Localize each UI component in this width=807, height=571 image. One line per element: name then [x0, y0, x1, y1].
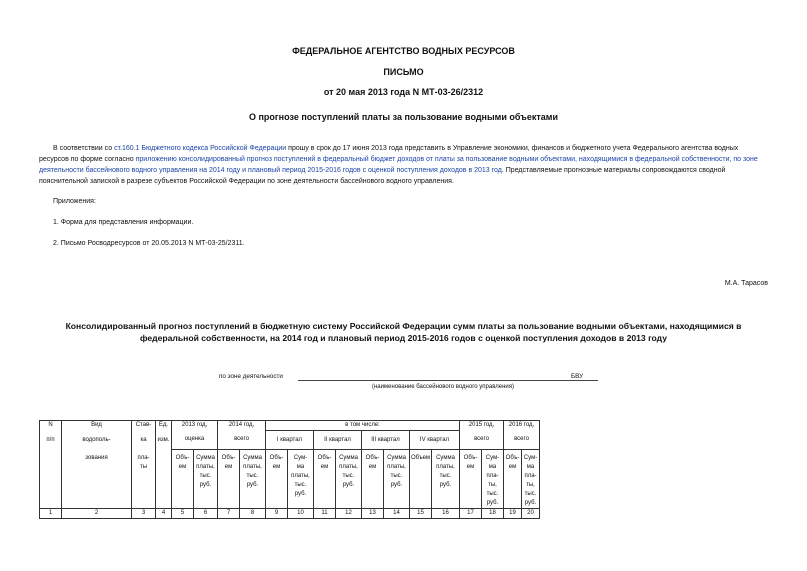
sub-col-header: Сум- ма пла- ты, тыс. руб.	[522, 450, 540, 509]
col-header-stavka: Став-	[132, 421, 156, 431]
zone-name-line[interactable]	[298, 380, 598, 381]
column-number-cell: 9	[266, 509, 288, 519]
agency-name: ФЕДЕРАЛЬНОЕ АГЕНТСТВО ВОДНЫХ РЕСУРСОВ	[292, 46, 515, 56]
col-header-incl: в том числе:	[266, 421, 460, 431]
stavka-line-4: ты	[139, 463, 148, 470]
signature: М.А. Тарасов	[724, 280, 768, 287]
stavka-line-3: пла-	[137, 454, 150, 461]
budget-code-link[interactable]: ст.160.1 Бюджетного кодекса Российской Федерации	[114, 145, 287, 152]
col-header-q1: I квартал	[266, 431, 314, 450]
letter-paragraph	[39, 143, 769, 187]
col-header-stavka-2: ка	[132, 431, 156, 450]
column-number-cell: 14	[384, 509, 410, 519]
sub-col-header: Объ- ем	[266, 450, 288, 509]
col-header-2014-2: всего	[218, 431, 266, 450]
appendix-link[interactable]: приложению консолидированный прогноз поступлений в федеральный бюджет доходов от платы за пользование водными объектами, находящимися в федеральной собственности, по зоне деятельности бассейнового водного управления на 2014 году и плановый период 2015-2016 годов с оценкой поступления доходов в 2013 год	[39, 156, 758, 174]
column-number-cell: 18	[482, 509, 504, 519]
zone-caption: (наименование бассейнового водного управления)	[372, 384, 514, 390]
paragraph-start: В соответствии со	[53, 145, 115, 152]
column-number-cell: 8	[240, 509, 266, 519]
sub-col-header: Сум- ма пла- ты, тыс. руб.	[482, 450, 504, 509]
col-header-q4: IV квартал	[410, 431, 460, 450]
sub-col-header: Объ- ем	[314, 450, 336, 509]
attachments-label: Приложения:	[53, 198, 96, 205]
column-number-cell: 15	[410, 509, 432, 519]
column-number-cell: 13	[362, 509, 384, 519]
column-number-cell: 10	[288, 509, 314, 519]
column-number-cell: 16	[432, 509, 460, 519]
sub-col-header: Сумма платы, тыс. руб.	[432, 450, 460, 509]
forecast-table	[39, 420, 540, 519]
col-header-np: п/п	[40, 431, 62, 450]
col-header-n: N	[40, 421, 62, 431]
column-number-cell: 19	[504, 509, 522, 519]
sub-col-header: Сумма платы, тыс. руб.	[240, 450, 266, 509]
col-header-2013: 2013 год,	[172, 421, 218, 431]
column-number-cell: 1	[40, 509, 62, 519]
sub-col-header: Сум- ма платы, тыс. руб.	[288, 450, 314, 509]
column-number-cell: 3	[132, 509, 156, 519]
sub-col-header: Объ- ем	[362, 450, 384, 509]
column-number-cell: 20	[522, 509, 540, 519]
form-title-line2: федеральной собственности, на 2014 год и плановый период 2015-2016 годов с оценкой поступления доходов в 2013 году	[139, 333, 668, 343]
col-header-n-cont	[40, 450, 62, 509]
column-number-cell: 17	[460, 509, 482, 519]
col-header-2015-2: всего	[460, 431, 504, 450]
sub-col-header: Сумма платы, тыс. руб.	[384, 450, 410, 509]
col-header-vid-3: зования	[62, 450, 132, 509]
col-header-vid: Вид	[62, 421, 132, 431]
attachment-item-2: 2. Письмо Росводресурсов от 20.05.2013 N МТ-03-25/2311.	[53, 240, 245, 247]
column-number-cell: 6	[194, 509, 218, 519]
zone-label: по зоне деятельности	[219, 373, 283, 380]
column-number-cell: 12	[336, 509, 362, 519]
paragraph-mid: прошу в срок до 17 июня 2013 года представить в Управление экономики, финансов и бюджетного учета Федерального агентства водных ресурсов по форме согласно	[39, 145, 739, 163]
sub-col-header: Сумма платы, тыс. руб.	[194, 450, 218, 509]
sub-col-header: Объ- ем	[218, 450, 240, 509]
paragraph-end: . Представляемые прогнозные материалы сопровождаются сводной пояснительной запиской в разрезе субъектов Российской Федерации по зоне деятельности бассейнового водного управления.	[39, 167, 726, 185]
col-header-2014: 2014 год,	[218, 421, 266, 431]
document-date-number: от 20 мая 2013 года N МТ-03-26/2312	[323, 87, 484, 97]
col-header-2016-2: всего	[504, 431, 540, 450]
col-header-2016: 2016 год,	[504, 421, 540, 431]
sub-col-header: Сумма платы, тыс. руб.	[336, 450, 362, 509]
column-number-cell: 2	[62, 509, 132, 519]
col-header-2013-2: оценка	[172, 431, 218, 450]
col-header-vid-2: водополь-	[62, 431, 132, 450]
col-header-2015: 2015 год,	[460, 421, 504, 431]
col-header-ed-2: изм.	[156, 431, 172, 450]
column-number-cell: 11	[314, 509, 336, 519]
document-type: ПИСЬМО	[383, 67, 424, 77]
column-number-cell: 4	[156, 509, 172, 519]
col-header-q2: II квартал	[314, 431, 362, 450]
sub-col-header: Объ- ем	[504, 450, 522, 509]
col-header-ed-cont	[156, 450, 172, 509]
document-subject: О прогнозе поступлений платы за пользование водными объектами	[248, 112, 558, 122]
sub-col-header: Объ- ем	[172, 450, 194, 509]
col-header-ed: Ед.	[156, 421, 172, 431]
form-title-line1: Консолидированный прогноз поступлений в бюджетную систему Российской Федерации сумм платы за пользование водными объектами, находящимися в	[65, 321, 742, 331]
sub-col-header: Объ- ем	[460, 450, 482, 509]
attachment-item-1: 1. Форма для представления информации.	[53, 219, 194, 226]
zone-suffix: БВУ	[571, 373, 584, 380]
column-number-cell: 5	[172, 509, 194, 519]
column-number-cell: 7	[218, 509, 240, 519]
col-header-q3: III квартал	[362, 431, 410, 450]
col-header-stavka-3	[132, 450, 156, 509]
sub-col-header: Объем	[410, 450, 432, 509]
